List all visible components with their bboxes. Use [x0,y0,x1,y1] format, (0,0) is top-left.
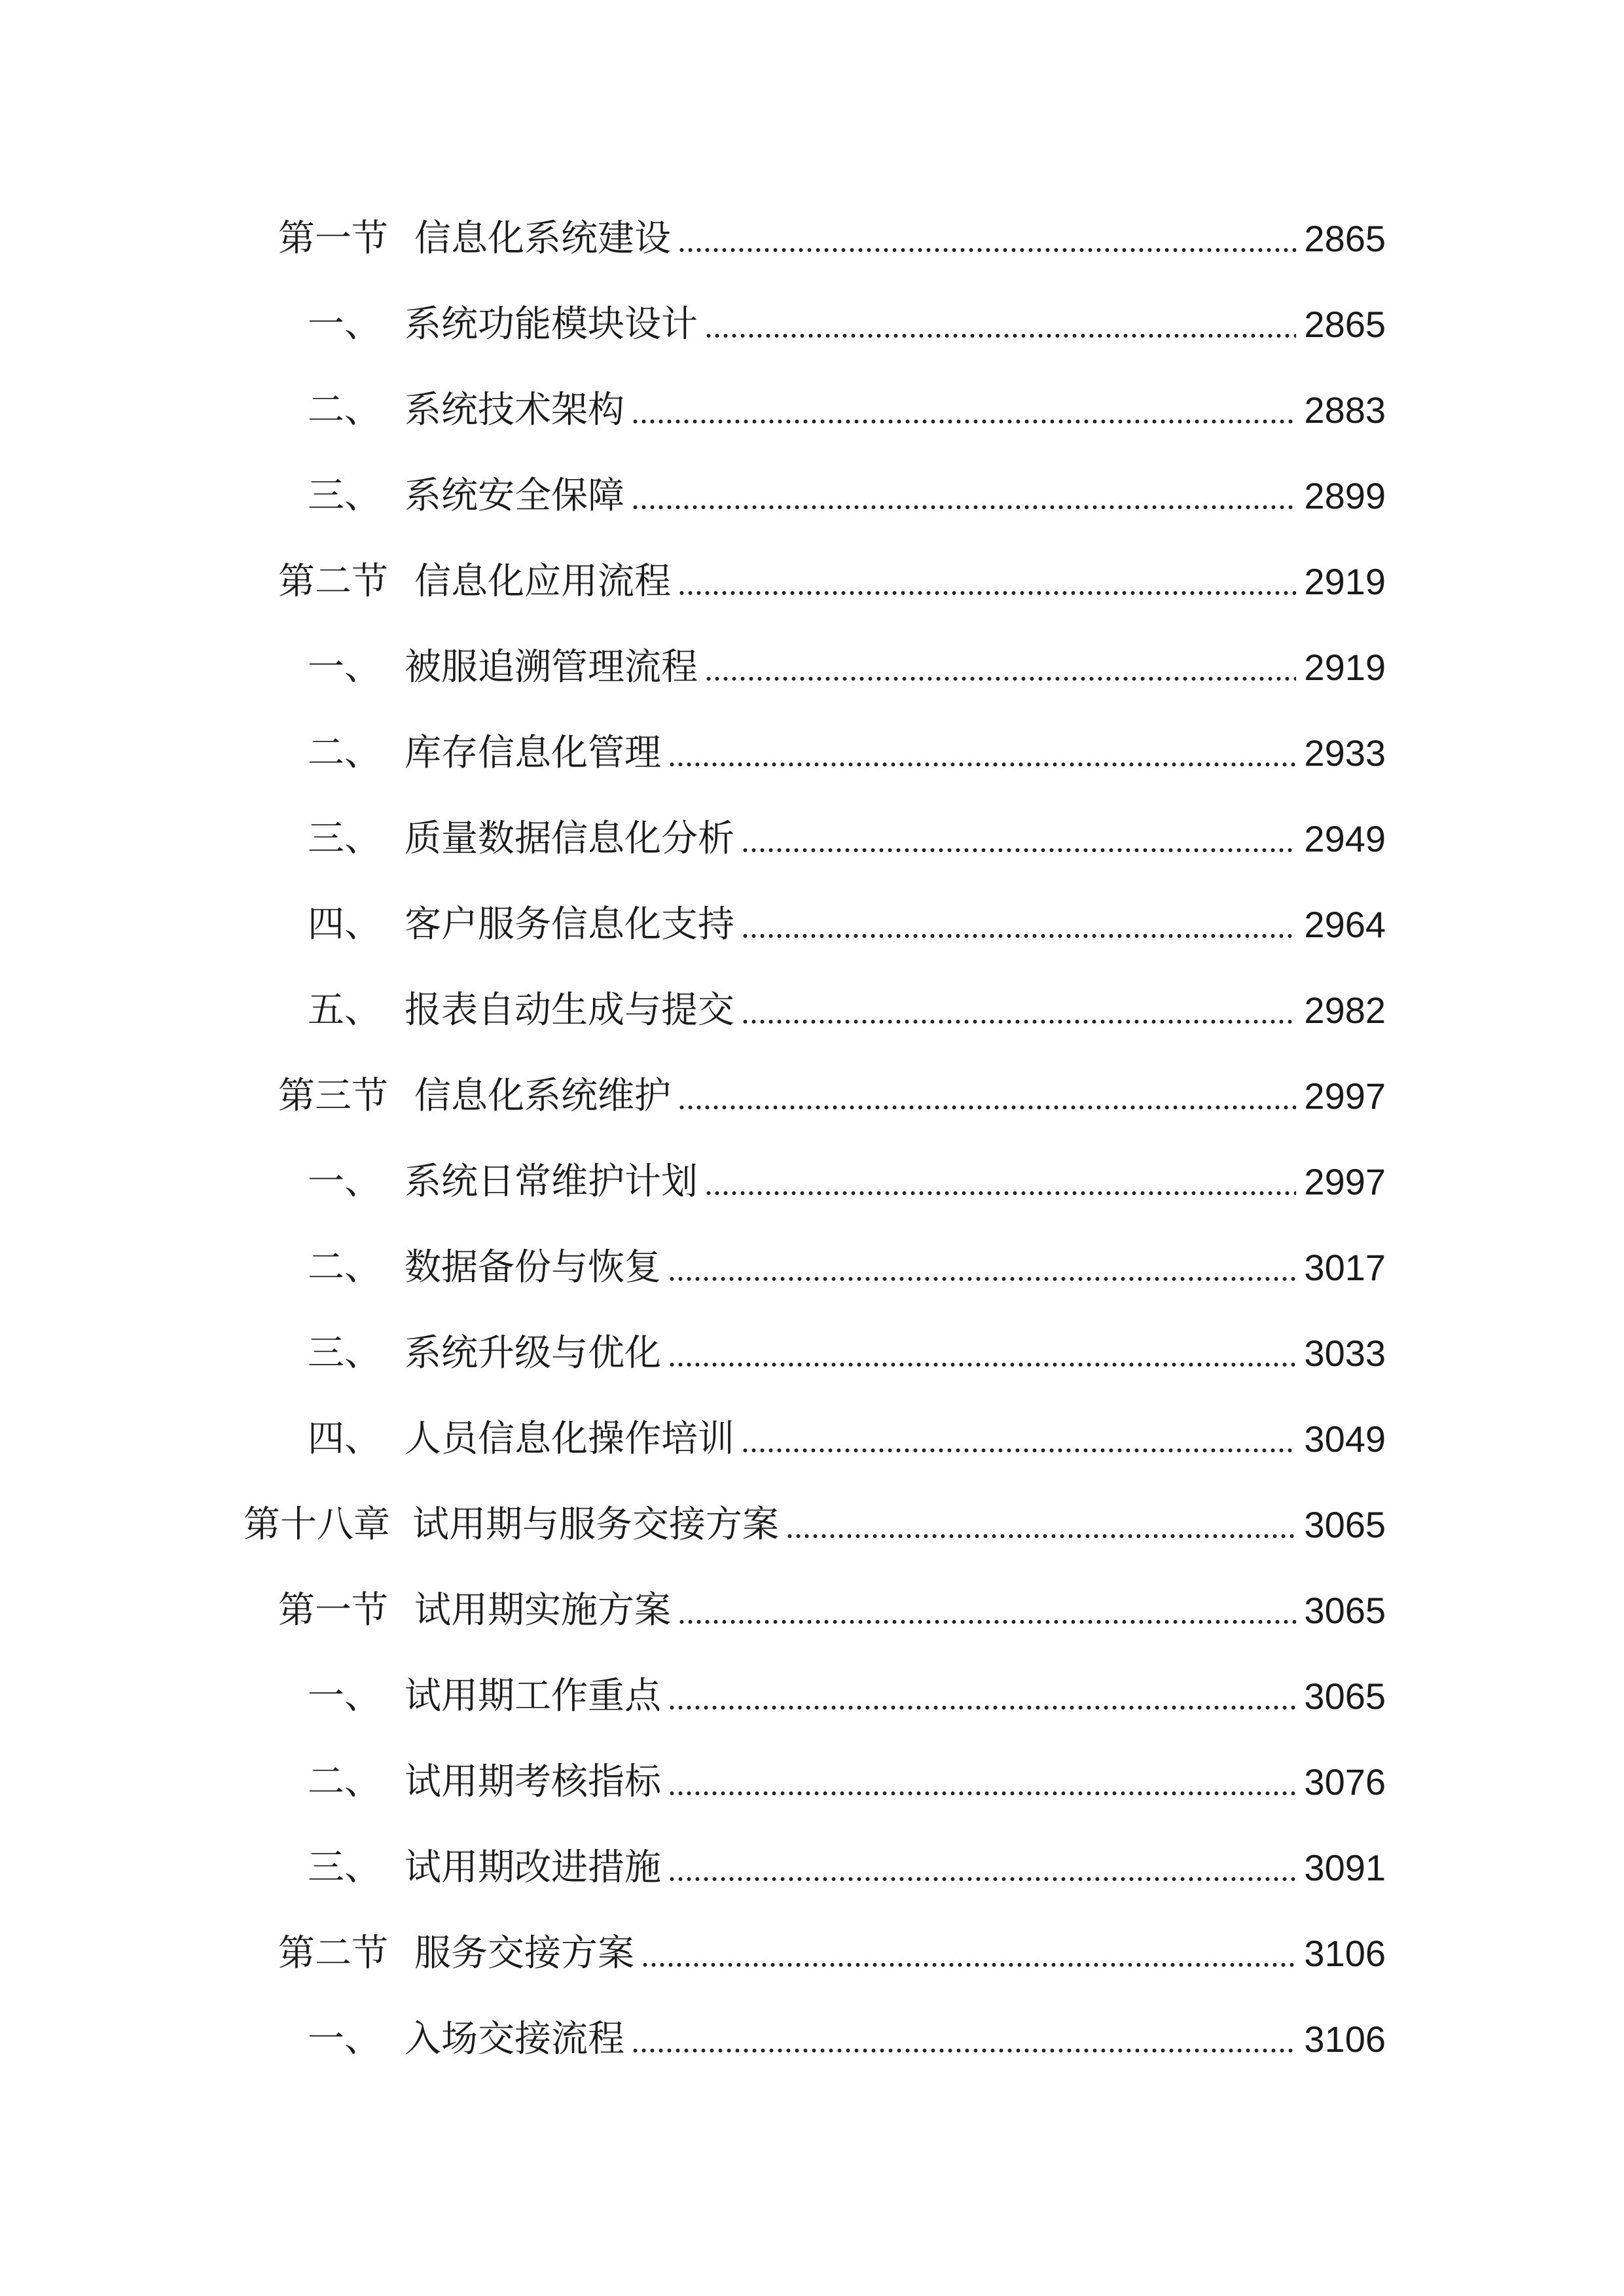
toc-entry-label: 五、 [308,989,381,1031]
toc-entry-page: 2919 [1304,561,1386,602]
toc-entry-page: 3091 [1304,1847,1386,1888]
toc-entry-title: 试用期改进措施 [405,1846,661,1889]
toc-entry-label: 三、 [308,1332,381,1374]
toc-entry-title: 信息化系统建设 [414,217,671,260]
toc-entry-section[interactable] [278,209,1386,268]
toc-entry-title: 入场交接流程 [405,2018,624,2060]
toc-entry-label: 二、 [308,1246,381,1289]
toc-entry-label: 一、 [308,1675,381,1717]
toc-entry-item[interactable] [308,1324,1386,1383]
toc-entry-section[interactable] [278,552,1386,611]
toc-entry-page: 3017 [1304,1247,1386,1288]
toc-entry-page: 2964 [1304,904,1386,945]
dot-leader [668,1876,1296,1882]
toc-entry-title: 系统功能模块设计 [405,303,698,346]
toc-entry-item[interactable] [308,295,1386,354]
toc-entry-label: 一、 [308,1160,381,1203]
toc-entry-title: 人员信息化操作培训 [405,1418,734,1460]
toc-entry-label: 一、 [308,646,381,689]
toc-entry-title: 试用期考核指标 [405,1761,661,1803]
toc-entry-label: 四、 [308,903,381,946]
toc-entry-title: 客户服务信息化支持 [405,903,734,946]
toc-entry-title: 系统安全保障 [405,475,624,517]
toc-entry-title: 信息化系统维护 [414,1075,671,1117]
toc-entry-page: 2997 [1304,1161,1386,1202]
toc-entry-title: 服务交接方案 [414,1932,634,1975]
toc-entry-page: 2919 [1304,647,1386,688]
toc-entry-title: 库存信息化管理 [405,732,661,774]
toc-entry-label: 第二节 [278,560,388,603]
dot-leader [631,2048,1296,2053]
dot-leader [668,1791,1296,1796]
dot-leader [704,1191,1296,1196]
toc-entry-item[interactable] [308,1238,1386,1297]
toc-entry-item[interactable] [308,810,1386,869]
toc-entry-item[interactable] [308,638,1386,697]
toc-entry-label: 第一节 [278,1589,388,1632]
toc-entry-label: 二、 [308,389,381,431]
dot-leader [668,762,1296,767]
toc-entry-label: 第二节 [278,1932,388,1975]
toc-entry-item[interactable] [308,2010,1386,2069]
dot-leader [668,1362,1296,1367]
dot-leader [631,505,1296,510]
toc-entry-label: 第十八章 [244,1503,390,1546]
toc-entry-item[interactable] [308,1153,1386,1211]
dot-leader [677,1105,1296,1110]
toc-entry-item[interactable] [308,1410,1386,1469]
toc-entry-title: 报表自动生成与提交 [405,989,734,1031]
toc-entry-title: 质量数据信息化分析 [405,817,734,860]
toc-entry-label: 一、 [308,303,381,346]
toc-entry-title: 系统升级与优化 [405,1332,661,1374]
toc-entry-item[interactable] [308,467,1386,526]
toc-entry-label: 三、 [308,475,381,517]
toc-entry-title: 试用期实施方案 [414,1589,671,1632]
toc-entry-title: 数据备份与恢复 [405,1246,661,1289]
toc-entry-section[interactable] [278,1581,1386,1640]
toc-entry-page: 3106 [1304,1933,1386,1974]
toc-entry-page: 3033 [1304,1333,1386,1374]
toc-entry-label: 四、 [308,1418,381,1460]
toc-entry-title: 试用期与服务交接方案 [412,1503,779,1546]
toc-entry-page: 2933 [1304,732,1386,774]
dot-leader [641,1962,1296,1967]
dot-leader [668,1705,1296,1710]
toc-entry-page: 2865 [1304,304,1386,345]
toc-entry-page: 2982 [1304,990,1386,1031]
dot-leader [741,1019,1296,1024]
toc-entry-item[interactable] [308,1667,1386,1726]
toc-entry-label: 二、 [308,1761,381,1803]
toc-entry-item[interactable] [308,1753,1386,1812]
toc-entry-page: 2949 [1304,818,1386,859]
toc-entry-page: 2883 [1304,389,1386,431]
dot-leader [741,1448,1296,1453]
toc-entry-page: 2997 [1304,1075,1386,1117]
toc-entry-label: 一、 [308,2018,381,2060]
toc-entry-item[interactable] [308,981,1386,1040]
dot-leader [631,419,1296,424]
toc-entry-section[interactable] [278,1924,1386,1983]
toc-entry-label: 第三节 [278,1075,388,1117]
toc-entry-label: 三、 [308,817,381,860]
dot-leader [704,676,1296,681]
toc-entry-page: 3049 [1304,1418,1386,1460]
toc-entry-label: 三、 [308,1846,381,1889]
dot-leader [704,333,1296,338]
toc-entry-page: 2899 [1304,475,1386,516]
toc-entry-page: 3065 [1304,1590,1386,1631]
toc-entry-chapter[interactable] [244,1496,1386,1554]
toc-entry-title: 试用期工作重点 [405,1675,661,1717]
toc-entry-label: 第一节 [278,217,388,260]
dot-leader [741,933,1296,939]
toc-entry-item[interactable] [308,895,1386,954]
dot-leader [785,1534,1296,1539]
toc-entry-title: 系统日常维护计划 [405,1160,698,1203]
toc-entry-page: 3065 [1304,1504,1386,1545]
toc-entry-page: 3076 [1304,1761,1386,1803]
toc-entry-item[interactable] [308,1839,1386,1897]
toc-entry-section[interactable] [278,1067,1386,1126]
toc-entry-page: 3065 [1304,1676,1386,1717]
toc-entry-title: 系统技术架构 [405,389,624,431]
toc-entry-item[interactable] [308,381,1386,440]
toc-entry-title: 被服追溯管理流程 [405,646,698,689]
toc-entry-label: 二、 [308,732,381,774]
dot-leader [677,247,1296,253]
dot-leader [677,1619,1296,1624]
toc-entry-page: 3106 [1304,2018,1386,2060]
dot-leader [741,848,1296,853]
toc-entry-title: 信息化应用流程 [414,560,671,603]
dot-leader [677,590,1296,596]
toc-entry-item[interactable] [308,724,1386,783]
toc-entry-page: 2865 [1304,218,1386,259]
dot-leader [668,1276,1296,1282]
